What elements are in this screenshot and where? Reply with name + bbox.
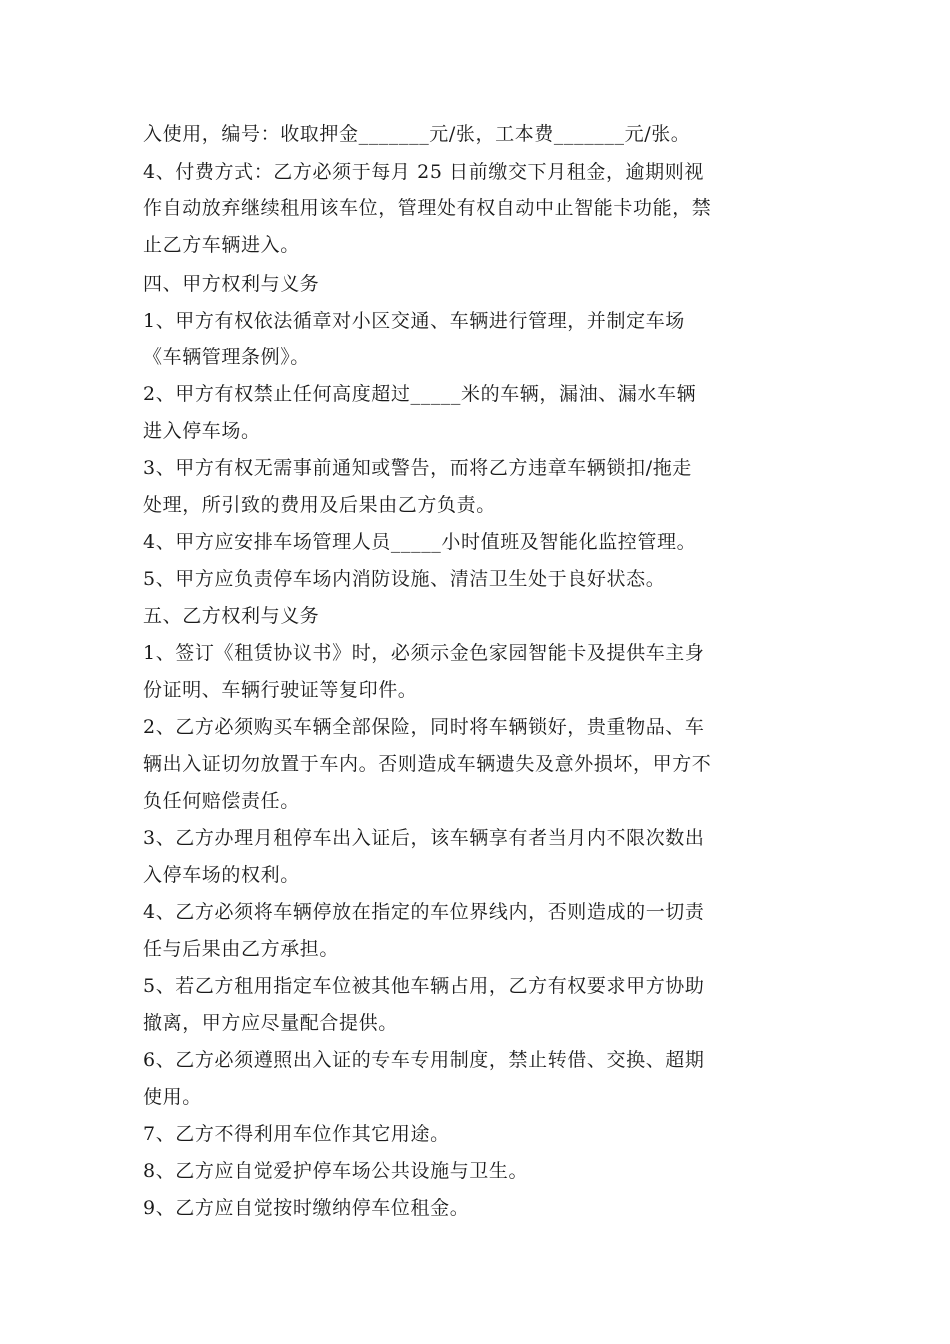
section-heading: 五、乙方权利与义务	[143, 605, 320, 627]
text-line: 7、乙方不得利用车位作其它用途。	[143, 1123, 450, 1145]
text-line: 任与后果由乙方承担。	[143, 938, 340, 960]
text-line: 份证明、车辆行驶证等复印件。	[143, 679, 418, 701]
text-line: 5、甲方应负责停车场内消防设施、清洁卫生处于良好状态。	[143, 568, 666, 590]
text-line: 9、乙方应自觉按时缴纳停车位租金。	[143, 1197, 470, 1219]
text-line: 2、乙方必须购买车辆全部保险，同时将车辆锁好，贵重物品、车	[143, 716, 705, 738]
text-line: 负任何赔偿责任。	[143, 790, 300, 812]
text-line: 8、乙方应自觉爱护停车场公共设施与卫生。	[143, 1160, 529, 1182]
text-line: 使用。	[143, 1086, 202, 1108]
text-line: 辆出入证切勿放置于车内。否则造成车辆遗失及意外损坏，甲方不	[143, 753, 712, 775]
text-line: 止乙方车辆进入。	[143, 234, 300, 256]
text-line: 入使用，编号：收取押金_______元/张，工本费_______元/张。	[143, 123, 691, 145]
text-line: 《车辆管理条例》。	[143, 346, 310, 368]
text-line: 1、签订《租赁协议书》时，必须示金色家园智能卡及提供车主身	[143, 642, 705, 664]
text-line: 进入停车场。	[143, 420, 261, 442]
text-line: 入停车场的权利。	[143, 864, 300, 886]
text-line: 6、乙方必须遵照出入证的专车专用制度，禁止转借、交换、超期	[143, 1049, 705, 1071]
text-line: 4、甲方应安排车场管理人员_____小时值班及智能化监控管理。	[143, 531, 697, 553]
text-line: 撤离，甲方应尽量配合提供。	[143, 1012, 398, 1034]
text-line: 4、付费方式：乙方必须于每月 25 日前缴交下月租金，逾期则视	[143, 161, 704, 183]
section-heading: 四、甲方权利与义务	[143, 273, 320, 295]
text-line: 作自动放弃继续租用该车位，管理处有权自动中止智能卡功能，禁	[143, 197, 712, 219]
text-line: 3、乙方办理月租停车出入证后，该车辆享有者当月内不限次数出	[143, 827, 705, 849]
text-line: 1、甲方有权依法循章对小区交通、车辆进行管理，并制定车场	[143, 310, 685, 332]
text-line: 5、若乙方租用指定车位被其他车辆占用，乙方有权要求甲方协助	[143, 975, 705, 997]
text-line: 4、乙方必须将车辆停放在指定的车位界线内，否则造成的一切责	[143, 901, 705, 923]
text-line: 2、甲方有权禁止任何高度超过_____米的车辆，漏油、漏水车辆	[143, 383, 697, 405]
text-line: 处理，所引致的费用及后果由乙方负责。	[143, 494, 496, 516]
text-line: 3、甲方有权无需事前通知或警告，而将乙方违章车辆锁扣/拖走	[143, 457, 692, 479]
